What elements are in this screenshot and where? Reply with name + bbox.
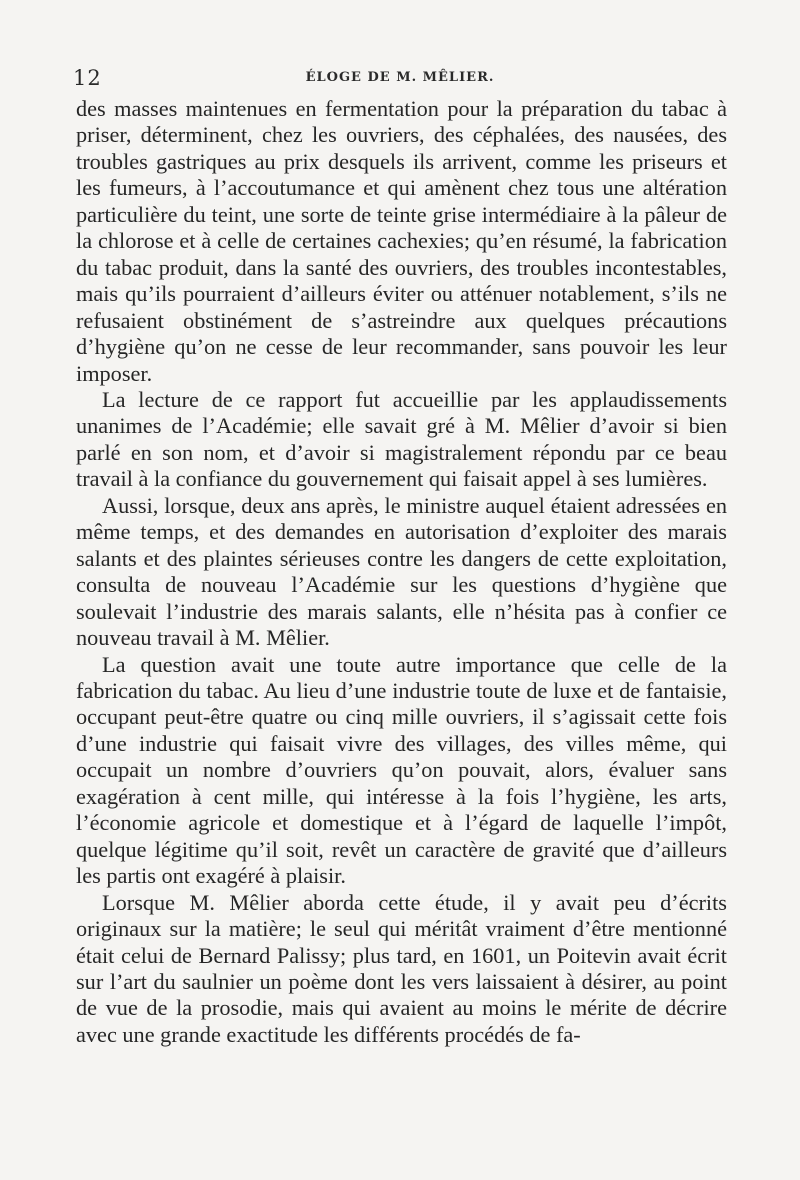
paragraph: La lecture de ce rapport fut accueillie par les applaudissements unanimes de l’Académie; elle savait gré à M. Mêlier d’avoir si bien parlé en son nom, et d’avoir si magistralement répondu par ce beau travail à la confiance du gouvernement qui faisait appel à ses lumières. [76, 386, 727, 492]
running-head: ÉLOGE DE M. MÊLIER. [305, 70, 495, 85]
paragraph: Aussi, lorsque, deux ans après, le ministre auquel étaient adressées en même temps, et des demandes en autorisation d’exploiter des marais salants et des plaintes sérieuses contre les dangers de cette exploitation, consulta de nouveau l’Académie sur les questions d’hygiène que soulevait l’industrie des marais salants, elle n’hésita pas à confier ce nouveau travail à M. Mêlier. [76, 492, 727, 651]
body-text [76, 96, 727, 1048]
page-number: 12 [73, 66, 102, 90]
paragraph: Lorsque M. Mêlier aborda cette étude, il y avait peu d’écrits originaux sur la matière; le seul qui méritât vraiment d’être mentionné était celui de Bernard Palissy; plus tard, en 1601, un Poitevin avait écrit sur l’art du saulnier un poème dont les vers laissaient à désirer, au point de vue de la prosodie, mais qui avaient au moins le mérite de décrire avec une grande exactitude les différents procédés de fa- [76, 889, 727, 1047]
page-header [73, 66, 727, 90]
paragraph-continued: des masses maintenues en fermentation pour la préparation du tabac à priser, déterminent, chez les ouvriers, des céphalées, des nausées, des troubles gastriques au prix desquels ils arrivent, comme les priseurs et les fumeurs, à l’accoutumance et qui amènent chez tous une altération particulière du teint, une sorte de teinte grise intermédiaire à la pâleur de la chlorose et à celle de certaines cachexies; qu’en résumé, la fabrication du tabac produit, dans la santé des ouvriers, des troubles incontestables, mais qu’ils pourraient d’ailleurs éviter ou atténuer notablement, s’ils ne refusaient obstinément de s’astreindre aux quelques précautions d’hygiène qu’on ne cesse de leur recommander, sans pouvoir les leur imposer. [76, 96, 727, 386]
paragraph: La question avait une toute autre importance que celle de la fabrication du tabac. Au lieu d’une industrie toute de luxe et de fantaisie, occupant peut-être quatre ou cinq mille ouvriers, il s’agissait cette fois d’une industrie qui faisait vivre des villages, des villes même, qui occupait un nombre d’ouvriers qu’on pouvait, alors, évaluer sans exagération à cent mille, qui intéresse à la fois l’hygiène, les arts, l’économie agricole et domestique et à l’égard de laquelle l’impôt, quelque légitime qu’il soit, revêt un caractère de gravité que d’ailleurs les partis ont exagéré à plaisir. [76, 651, 727, 889]
